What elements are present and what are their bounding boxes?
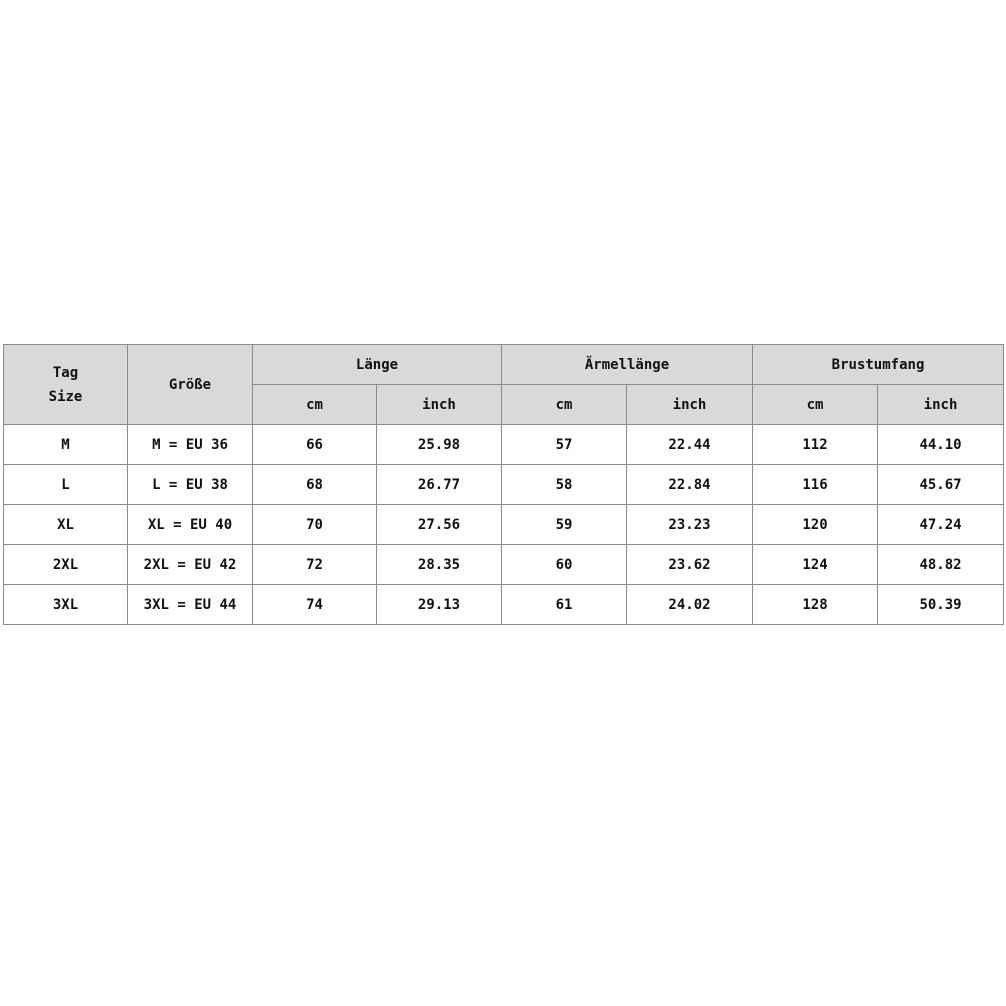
cell-laenge-inch: 27.56 — [377, 505, 502, 545]
cell-tag-size: L — [4, 465, 128, 505]
header-brustumfang: Brustumfang — [753, 345, 1004, 385]
header-tag-size-line2: Size — [48, 388, 83, 405]
cell-laenge-cm: 68 — [253, 465, 377, 505]
cell-brust-inch: 44.10 — [878, 425, 1004, 465]
cell-laenge-cm: 72 — [253, 545, 377, 585]
table-body — [4, 425, 1004, 625]
size-chart-table — [3, 344, 1004, 625]
table-row — [4, 545, 1004, 585]
cell-aermel-inch: 22.44 — [627, 425, 753, 465]
cell-aermel-inch: 23.23 — [627, 505, 753, 545]
cell-aermel-inch: 22.84 — [627, 465, 753, 505]
cell-eu-size: L = EU 38 — [128, 465, 253, 505]
header-row-main — [4, 345, 1004, 385]
cell-eu-size: 2XL = EU 42 — [128, 545, 253, 585]
cell-tag-size: 3XL — [4, 585, 128, 625]
cell-laenge-inch: 29.13 — [377, 585, 502, 625]
cell-aermel-inch: 23.62 — [627, 545, 753, 585]
cell-laenge-cm: 70 — [253, 505, 377, 545]
header-aermellaenge: Ärmellänge — [502, 345, 753, 385]
cell-brust-inch: 47.24 — [878, 505, 1004, 545]
cell-aermel-cm: 59 — [502, 505, 627, 545]
header-groesse: Größe — [128, 345, 253, 425]
cell-laenge-inch: 28.35 — [377, 545, 502, 585]
table-row — [4, 505, 1004, 545]
header-tag-size — [4, 345, 128, 425]
header-brust-cm: cm — [753, 385, 878, 425]
cell-laenge-cm: 66 — [253, 425, 377, 465]
header-tag-size-line1: Tag — [52, 364, 79, 381]
header-laenge-cm: cm — [253, 385, 377, 425]
cell-laenge-cm: 74 — [253, 585, 377, 625]
header-aermel-inch: inch — [627, 385, 753, 425]
cell-aermel-cm: 60 — [502, 545, 627, 585]
cell-aermel-cm: 57 — [502, 425, 627, 465]
cell-tag-size: 2XL — [4, 545, 128, 585]
cell-brust-cm: 120 — [753, 505, 878, 545]
header-brust-inch: inch — [878, 385, 1004, 425]
cell-brust-inch: 50.39 — [878, 585, 1004, 625]
cell-eu-size: XL = EU 40 — [128, 505, 253, 545]
cell-laenge-inch: 25.98 — [377, 425, 502, 465]
cell-tag-size: M — [4, 425, 128, 465]
table-header — [4, 345, 1004, 425]
cell-brust-cm: 124 — [753, 545, 878, 585]
table-row — [4, 585, 1004, 625]
cell-brust-cm: 128 — [753, 585, 878, 625]
cell-aermel-inch: 24.02 — [627, 585, 753, 625]
cell-brust-cm: 116 — [753, 465, 878, 505]
cell-aermel-cm: 58 — [502, 465, 627, 505]
cell-eu-size: 3XL = EU 44 — [128, 585, 253, 625]
table-row — [4, 465, 1004, 505]
header-laenge-inch: inch — [377, 385, 502, 425]
cell-laenge-inch: 26.77 — [377, 465, 502, 505]
cell-brust-inch: 45.67 — [878, 465, 1004, 505]
table-row — [4, 425, 1004, 465]
cell-aermel-cm: 61 — [502, 585, 627, 625]
header-aermel-cm: cm — [502, 385, 627, 425]
header-laenge: Länge — [253, 345, 502, 385]
cell-eu-size: M = EU 36 — [128, 425, 253, 465]
cell-tag-size: XL — [4, 505, 128, 545]
cell-brust-cm: 112 — [753, 425, 878, 465]
cell-brust-inch: 48.82 — [878, 545, 1004, 585]
